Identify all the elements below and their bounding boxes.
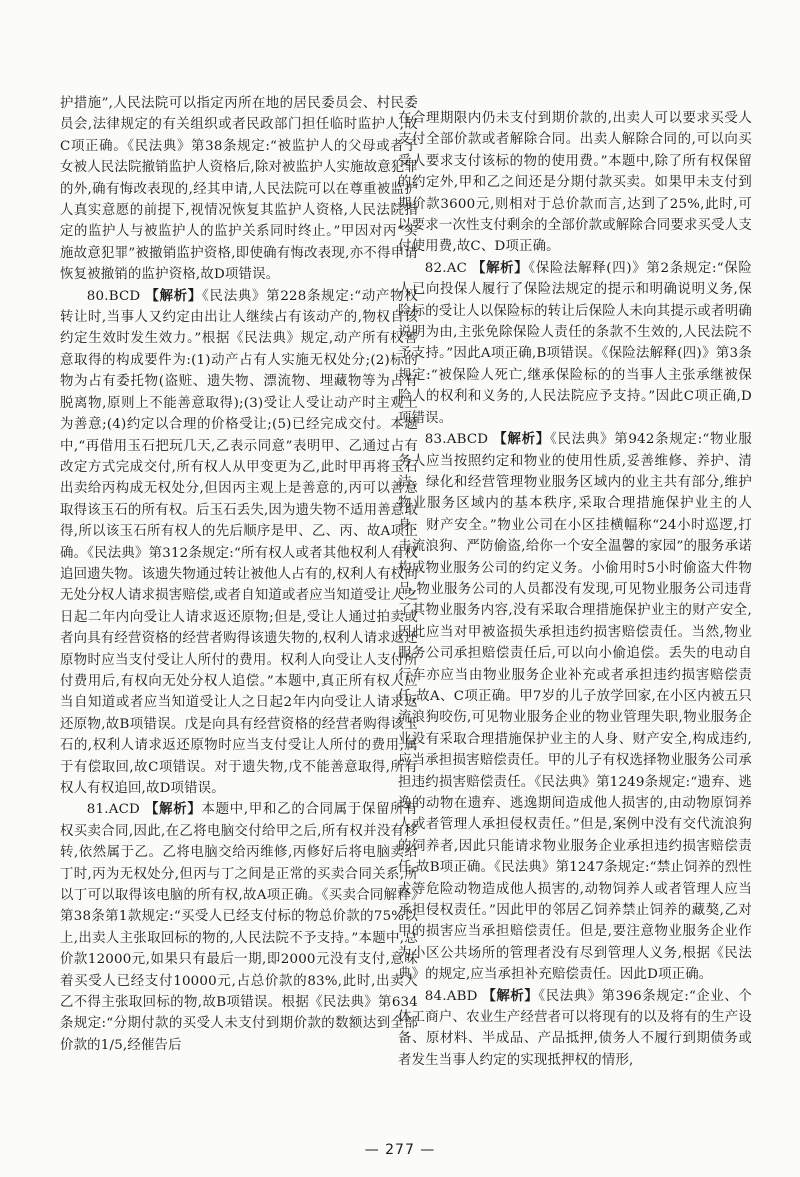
page-number: — 277 — <box>364 1142 436 1158</box>
analysis-tag: 【解析】 <box>493 432 551 448</box>
analysis-tag: 【解析】 <box>145 288 203 304</box>
answer-82 <box>398 258 752 429</box>
answer-body: 《民法典》第942条规定:“物业服务人应当按照约定和物业的使用性质,妥善维修、养护、清洁、绿化和经营管理物业服务区域内的业主共有部分,维护物业服务区域内的基本秩序,采取合理措施保护业主的人身、财产安全。”物业公司在小区挂横幅称“24小时巡逻,打击流浪狗、严防偷盗,给你一个安全温馨的家园”的服务承诺构成物业服务公司的约定义务。小偷用时5小时偷盗大件物品,物业服务公司的人员都没有发现,可见物业服务公司违背了其物业服务内容,没有采取合理措施保护业主的财产安全,因此应当对甲被盗损失承担违约损害赔偿责任。当然,物业服务公司承担赔偿责任后,可以向小偷追偿。丢失的电动自行车亦应当由物业服务企业补充或者承担违约损害赔偿责任,故A、C项正确。甲7岁的儿子放学回家,在小区内被五只流浪狗咬伤,可见物业服务企业的物业管理失职,物业服务企业没有采取合理措施保护业主的人身、财产安全,构成违约,应当承担损害赔偿责任。甲的儿子有权选择物业服务公司承担违约损害赔偿责任。《民法典》第1249条规定:“遗弃、逃逸的动物在遗弃、逃逸期间造成他人损害的,由动物原饲养人或者管理人承担侵权责任。”但是,案例中没有交代流浪狗的饲养者,因此只能请求物业服务企业承担违约损害赔偿责任,故B项正确。《民法典》第1247条规定:“禁止饲养的烈性犬等危险动物造成他人损害的,动物饲养人或者管理人应当承担侵权责任。”因此甲的邻居乙饲养禁止饲养的藏獒,乙对甲的损害应当承担赔偿责任。但是,要注意物业服务企业作为小区公共场所的管理者没有尽到管理人义务,根据《民法典》的规定,应当承担补充赔偿责任。因此D项正确。 <box>398 432 752 983</box>
answer-number: 83.ABCD <box>424 432 489 448</box>
answer-number: 81.ACD <box>86 802 140 818</box>
paragraph-continuation: 在合理期限内仍未支付到期价款的,出卖人可以要求买受人支付全部价款或者解除合同。出卖人解除合同的,可以向买受人要求支付该标的物的使用费。”本题中,除了所有权保留的约定外,甲和乙之间还是分期付款买卖。如果甲未支付到期价款3600元,则相对于总价款而言,达到了25%,此时,可以要求一次性支付剩余的全部价款或解除合同要求买受人支付使用费,故C、D项正确。 <box>398 111 752 255</box>
answer-number: 84.ABD <box>424 988 478 1004</box>
answer-81 <box>60 799 418 1056</box>
paragraph-continuation: 护措施”,人民法院可以指定丙所在地的居民委员会、村民委员会,法律规定的有关组织或者民政部门担任临时监护人,故C项正确。《民法典》第38条规定:“被监护人的父母或者子女被人民法院撤销监护人资格后,除对被监护人实施故意犯罪的外,确有悔改表现的,经其申请,人民法院可以在尊重被监护人真实意愿的前提下,视情况恢复其监护人资格,人民法院指定的监护人与被监护人的监护关系同时终止。”甲因对丙“实施故意犯罪”被撤销监护资格,即使确有悔改表现,亦不得申请恢复被撤销的监护资格,故D项错误。 <box>60 96 418 283</box>
right-column <box>398 108 752 1071</box>
answer-body: 本题中,甲和乙的合同属于保留所有权买卖合同,因此,在乙将电脑交付给甲之后,所有权并没有移转,依然属于乙。乙将电脑交给丙维修,丙修好后将电脑卖给丁时,丙为无权处分,但丙与丁之间是正常的买卖合同关系,所以丁可以取得该电脑的所有权,故A项正确。《买卖合同解释》第38条第1款规定:“买受人已经支付标的物总价款的75%以上,出卖人主张取回标的物的,人民法院不予支持。”本题中,总价款12000元,如果只有最后一期,即2000元没有支付,意味着买受人已经支付10000元,占总价款的83%,此时,出卖人乙不得主张取回标的物,故B项错误。根据《民法典》第634条规定:“分期付款的买受人未支付到期价款的数额达到全部价款的1/5,经催告后 <box>60 802 418 1053</box>
answer-80 <box>60 286 418 800</box>
answer-body: 《民法典》第228条规定:“动产物权转让时,当事人又约定由出让人继续占有该动产的,物权自该约定生效时发生效力。”根据《民法典》规定,动产所有权善意取得的构成要件为:(1)动产占有人实施无权处分;(2)标的物为占有委托物(盗赃、遗失物、漂流物、埋藏物等为占有脱离物,原则上不能善意取得);(3)受让人受让动产时主观上为善意;(4)约定以合理的价格受让;(5)已经完成交付。本题中,“再借用玉石把玩几天,乙表示同意”表明甲、乙通过占有改定方式完成交付,所有权人从甲变更为乙,此时甲再将玉石出卖给丙构成无权处分,但因丙主观上是善意的,丙可以善意取得该玉石的所有权。后玉石丢失,因为遗失物不适用善意取得,所以该玉石所有权人的先后顺序是甲、乙、丙、故A项正确。《民法典》第312条规定:“所有权人或者其他权利人有权追回遗失物。该遗失物通过转让被他人占有的,权利人有权向无处分权人请求损害赔偿,或者自知道或者应当知道受让人之日起二年内向受让人请求返还原物;但是,受让人通过拍卖或者向具有经营资格的经营者购得该遗失物的,权利人请求返还原物时应当支付受让人所付的费用。权利人向受让人支付所付费用后,有权向无处分权人追偿。”本题中,真正所有权人应当自知道或者应当知道受让人之日起2年内向受让人请求返还原物,故B项错误。戊是向具有经营资格的经营者购得该玉石的,权利人请求返还原物时应当支付受让人所付的费用,属于有偿取回,故C项错误。对于遗失物,戊不能善意取得,所有权人有权追回,故D项错误。 <box>60 288 418 796</box>
answer-84 <box>398 986 752 1072</box>
left-column <box>60 93 418 1056</box>
answer-number: 82.AC <box>424 260 468 276</box>
analysis-tag: 【解析】 <box>471 260 529 276</box>
answer-body: 《民法典》第396条规定:“企业、个体工商户、农业生产经营者可以将现有的以及将有的生产设备、原材料、半成品、产品抵押,债务人不履行到期债务或者发生当事人约定的实现抵押权的情形, <box>398 988 752 1068</box>
analysis-tag: 【解析】 <box>482 988 539 1004</box>
answer-number: 80.BCD <box>86 288 141 304</box>
answer-83 <box>398 429 752 986</box>
answer-body: 《保险法解释(四)》第2条规定:“保险人已向投保人履行了保险法规定的提示和明确说明义务,保险标的受让人以保险标的转让后保险人未向其提示或者明确说明为由,主张免除保险人责任的条款不生效的,人民法院不予支持。”因此A项正确,B项错误。《保险法解释(四)》第3条规定:“被保险人死亡,继承保险标的的当事人主张承继被保险人的权利和义务的,人民法院应予支持。”因此C项正确,D项错误。 <box>398 260 752 426</box>
analysis-tag: 【解析】 <box>144 802 202 818</box>
